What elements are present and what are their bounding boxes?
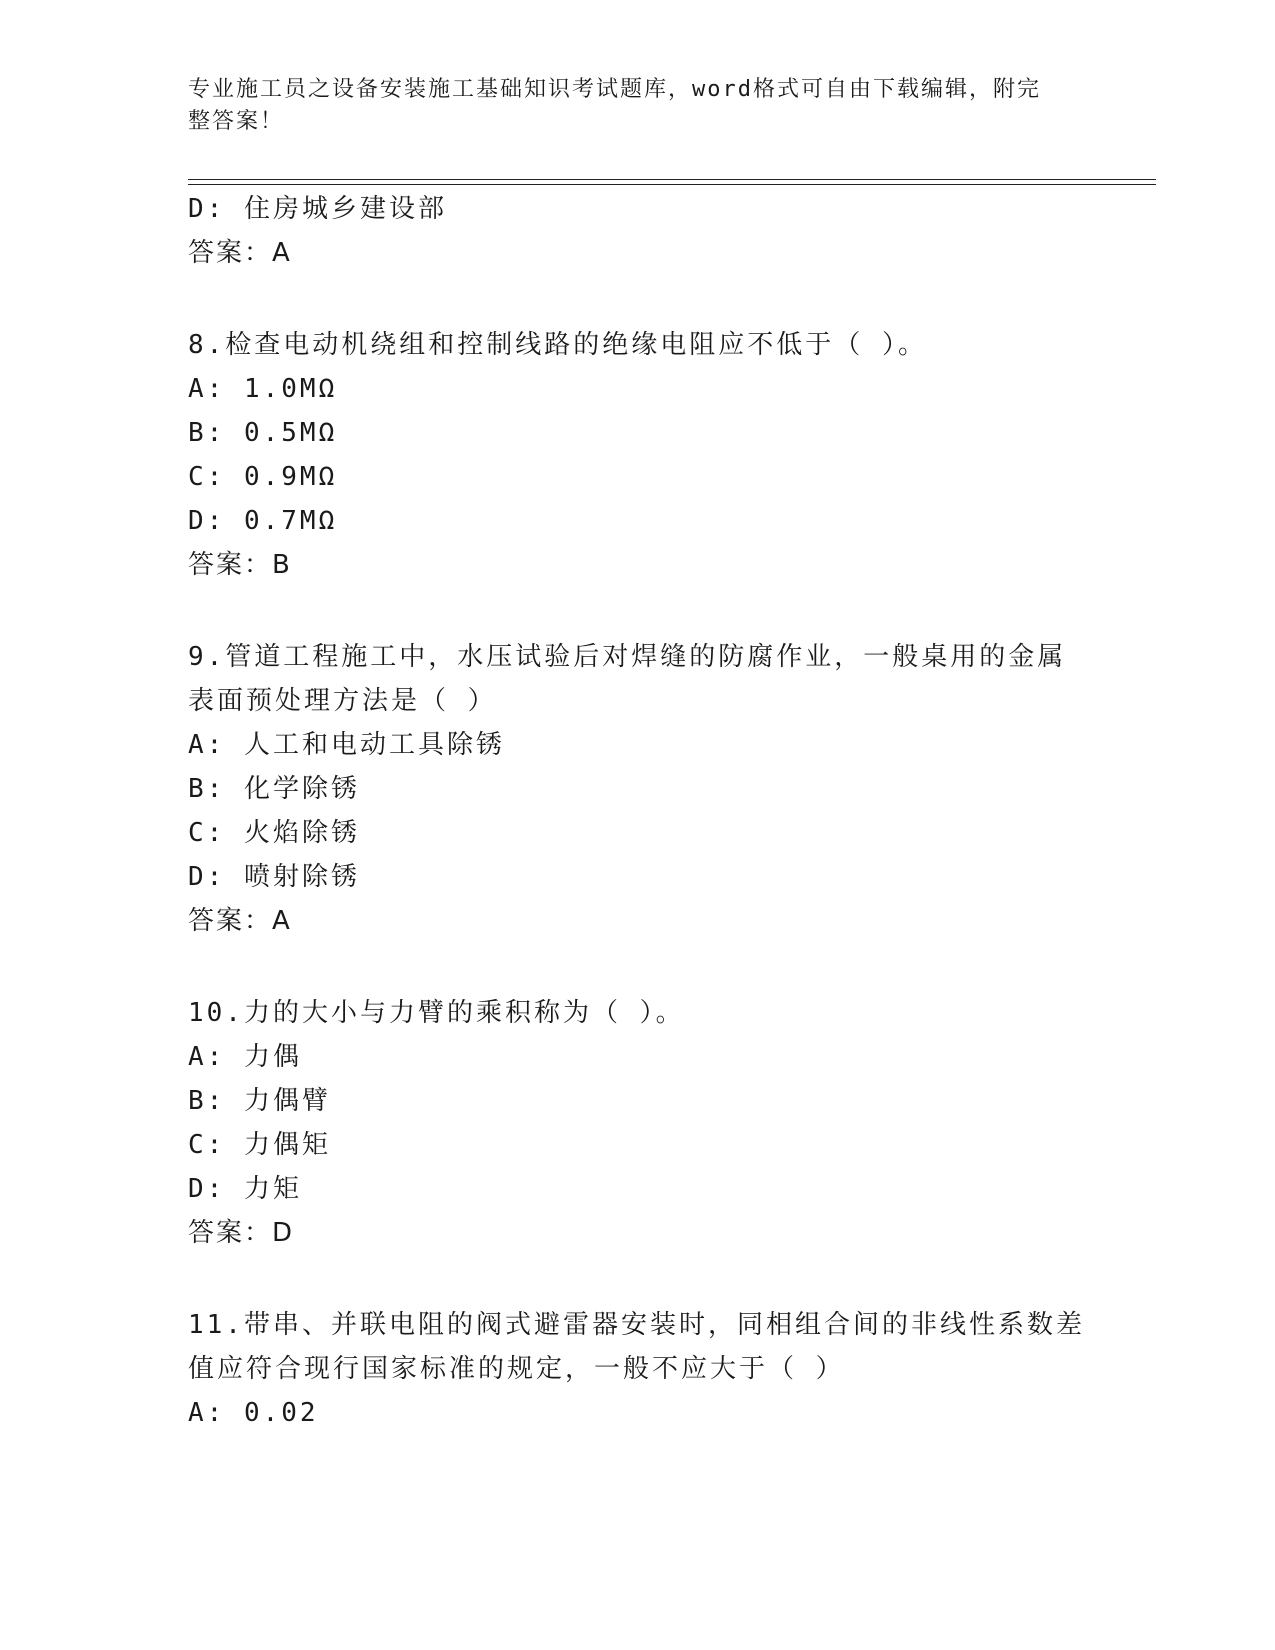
q9-stem-line-2: 表面预处理方法是（ ） <box>188 686 497 716</box>
header-divider-top <box>188 179 1156 180</box>
q10-answer: 答案：D <box>188 1218 295 1248</box>
q9-option-d: D: 喷射除锈 <box>188 862 360 892</box>
q8-option-a: A: 1.0MΩ <box>188 374 338 404</box>
header-divider-bottom <box>188 184 1156 185</box>
q9-answer: 答案：A <box>188 906 292 936</box>
prev-answer: 答案：A <box>188 238 292 268</box>
document-header <box>188 74 1088 138</box>
q9-option-c: C: 火焰除锈 <box>188 818 360 848</box>
header-line-2: 整答案！ <box>188 109 285 134</box>
q8-option-b: B: 0.5MΩ <box>188 418 338 448</box>
q10-stem: 10.力的大小与力臂的乘积称为（ ）。 <box>188 998 685 1028</box>
q10-option-d: D: 力矩 <box>188 1174 302 1204</box>
q11-stem-line-2: 值应符合现行国家标准的规定，一般不应大于（ ） <box>188 1354 845 1384</box>
q9-option-b: B: 化学除锈 <box>188 774 360 804</box>
q11-option-a: A: 0.02 <box>188 1398 319 1428</box>
q11-stem-line-1: 11.带串、并联电阻的阀式避雷器安装时，同相组合间的非线性系数差 <box>188 1310 1085 1340</box>
q8-answer: 答案：B <box>188 550 292 580</box>
q9-stem-line-1: 9.管道工程施工中，水压试验后对焊缝的防腐作业，一般桌用的金属 <box>188 642 1067 672</box>
prev-option-d: D: 住房城乡建设部 <box>188 194 447 224</box>
q9-option-a: A: 人工和电动工具除锈 <box>188 730 505 760</box>
header-line-1: 专业施工员之设备安装施工基础知识考试题库，word格式可自由下载编辑，附完 <box>188 77 1041 102</box>
q10-option-b: B: 力偶臂 <box>188 1086 331 1116</box>
q8-option-c: C: 0.9MΩ <box>188 462 338 492</box>
q8-stem: 8.检查电动机绕组和控制线路的绝缘电阻应不低于（ ）。 <box>188 330 927 360</box>
q8-option-d: D: 0.7MΩ <box>188 506 338 536</box>
q10-option-a: A: 力偶 <box>188 1042 302 1072</box>
q10-option-c: C: 力偶矩 <box>188 1130 331 1160</box>
